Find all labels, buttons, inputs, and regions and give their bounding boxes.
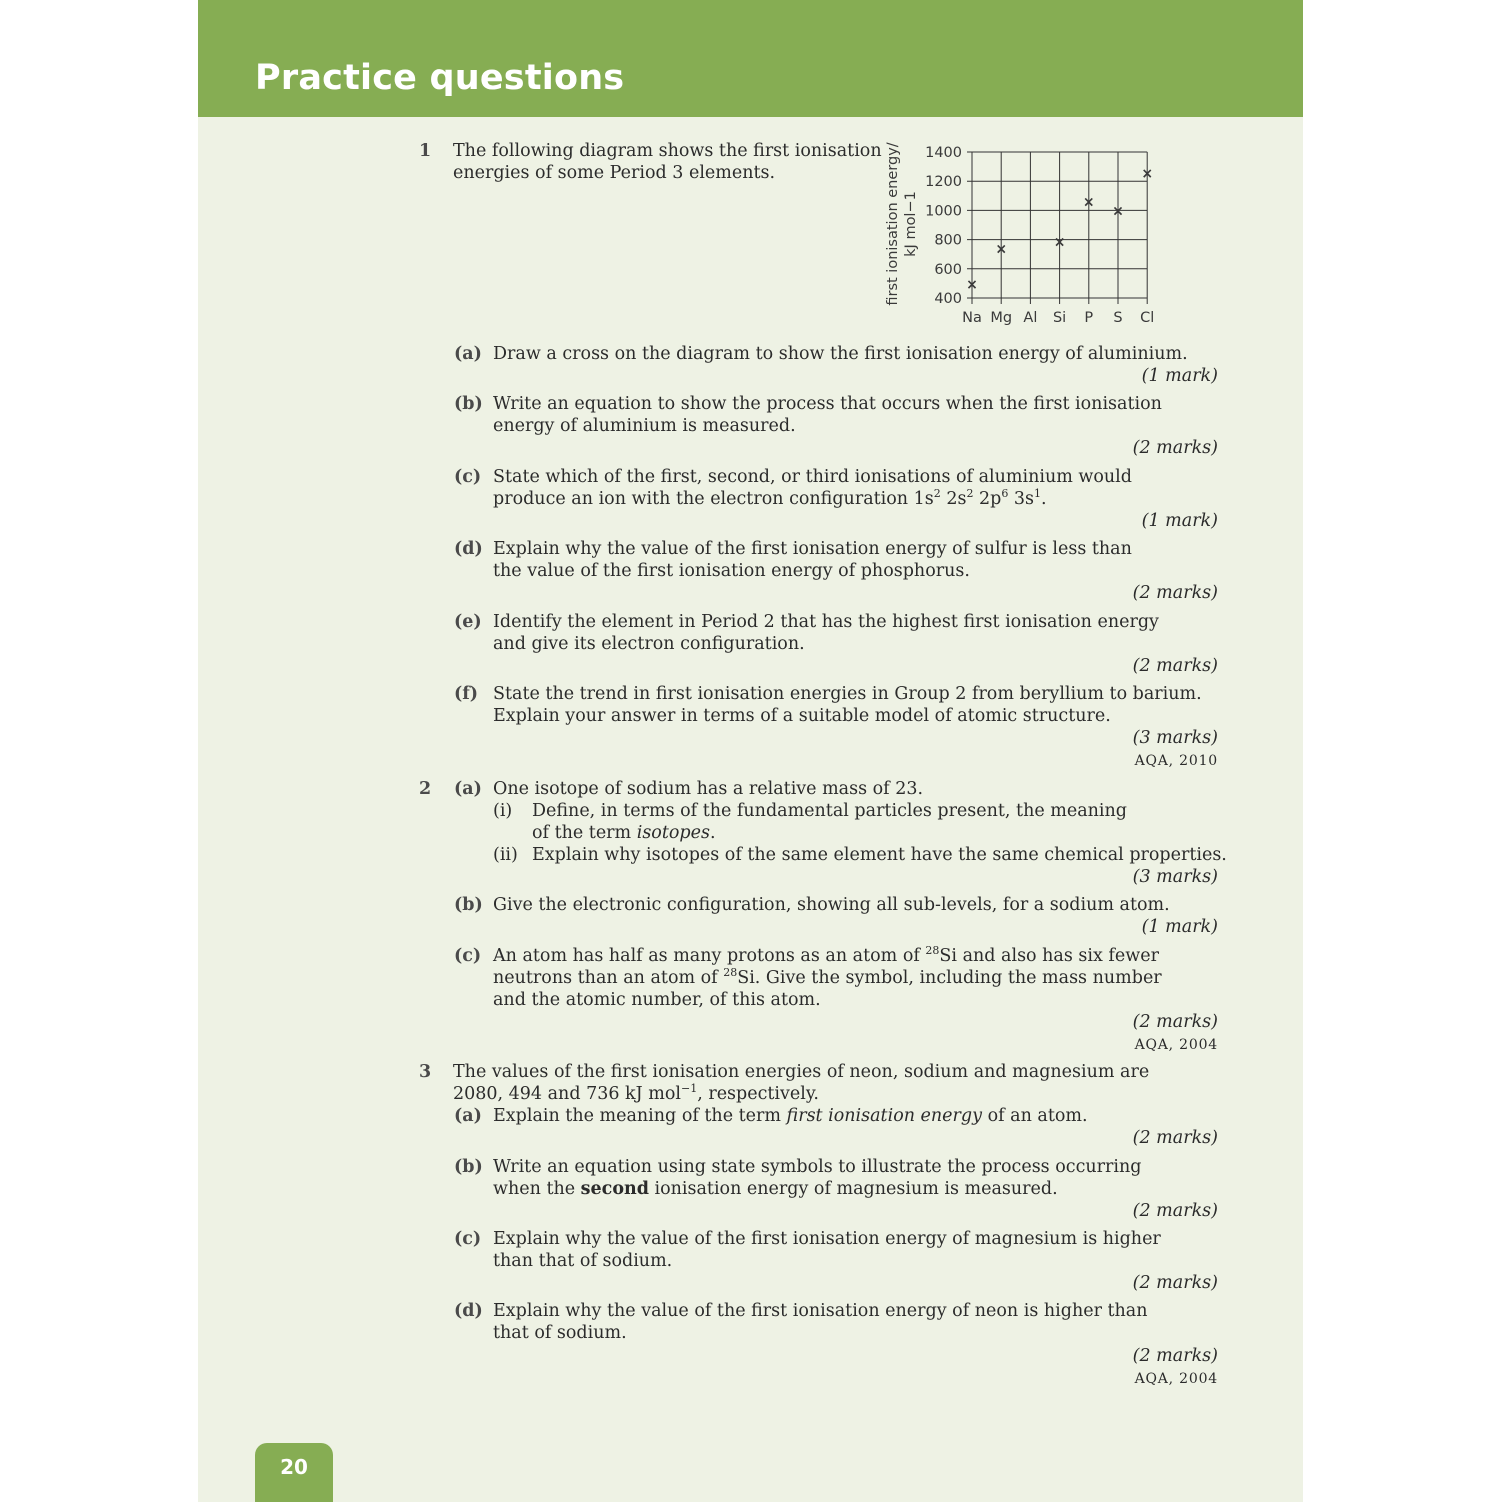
data-point-marker: × [1053,234,1066,251]
part-text: Explain why the value of the first ionisation energy of sulfur is less than [493,539,1132,559]
x-tick-label: Al [1023,310,1038,326]
question-text: energies of some Period 3 elements. [453,163,776,183]
part-text: Explain the meaning of the term first ionisation energy of an atom. [493,1106,1088,1126]
y-tick-label: 800 [934,232,962,249]
ionisation-energy-chart [878,138,1168,333]
part-text: Explain your answer in terms of a suitable model of atomic structure. [493,706,1111,726]
x-tick-label: Mg [990,310,1013,326]
source-label: AQA, 2010 [1134,753,1218,769]
part-text: when the second ionisation energy of magnesium is measured. [493,1179,1058,1199]
part-label: (d) [454,539,483,559]
x-tick-label: Na [962,310,982,326]
page-title: Practice questions [255,58,625,98]
part-label: (b) [454,394,483,414]
marks-label: (1 mark) [1141,511,1218,531]
subpart-text: Explain why isotopes of the same element have the same chemical properties. [532,845,1227,865]
question-text: 2080, 494 and 736 kJ mol$^{-1}$, respectively. [453,1082,819,1104]
part-text: Explain why the value of the first ionisation energy of neon is higher than [493,1301,1148,1321]
marks-label: (2 marks) [1132,1346,1218,1366]
source-label: AQA, 2004 [1134,1371,1218,1387]
part-text: the value of the first ionisation energy of phosphorus. [493,561,970,581]
marks-label: (2 marks) [1132,1128,1218,1148]
x-tick-label: P [1084,310,1094,326]
y-tick-label: 1200 [925,174,962,191]
marks-label: (2 marks) [1132,1012,1218,1032]
data-point-marker: × [1082,194,1095,211]
marks-label: (2 marks) [1132,438,1218,458]
part-label: (d) [454,1301,483,1321]
data-point-marker: × [995,241,1008,258]
x-tick-label: Si [1052,310,1067,326]
part-text: Explain why the value of the first ionisation energy of magnesium is higher [493,1229,1161,1249]
marks-label: (2 marks) [1132,583,1218,603]
part-text: than that of sodium. [493,1251,673,1271]
part-text: One isotope of sodium has a relative mass of 23. [493,779,924,799]
marks-label: (3 marks) [1132,867,1218,887]
header-banner [198,0,1303,117]
part-text: and the atomic number, of this atom. [493,990,821,1010]
question-number: 3 [419,1062,432,1082]
part-text: Identify the element in Period 2 that has the highest first ionisation energy [493,612,1159,632]
part-label: (a) [454,779,482,799]
data-point-marker: × [1112,203,1124,220]
marks-label: (2 marks) [1132,656,1218,676]
part-text: that of sodium. [493,1323,627,1343]
part-text: Write an equation to show the process that occurs when the first ionisation [493,394,1162,414]
part-text: State the trend in first ionisation energies in Group 2 from beryllium to barium. [493,684,1202,704]
question-text: The values of the first ionisation energies of neon, sodium and magnesium are [453,1062,1150,1082]
data-point-marker: × [1141,166,1154,183]
y-tick-labels [925,145,962,307]
question-text: The following diagram shows the first ionisation [453,141,882,161]
part-text: Give the electronic configuration, showing all sub-levels, for a sodium atom. [493,895,1170,915]
subpart-label: (i) [493,801,513,821]
part-label: (e) [454,612,482,632]
part-text: neutrons than an atom of $^{28}$Si. Give the symbol, including the mass number [493,966,1162,988]
part-label: (c) [454,1229,482,1249]
part-text: Draw a cross on the diagram to show the first ionisation energy of aluminium. [493,344,1188,364]
subpart-text: of the term isotopes. [532,823,716,843]
x-tick-label: S [1113,310,1123,326]
y-axis-label: first ionisation energy/ [885,142,901,306]
part-text: produce an ion with the electron configuration $1s^2$ $2s^2$ $2p^6$ $3s^1$. [493,487,1047,509]
part-label: (c) [454,467,482,487]
x-tick-label: Cl [1140,310,1155,326]
question-number: 2 [419,779,432,799]
chart-grid [967,152,1147,304]
source-label: AQA, 2004 [1134,1037,1218,1053]
marks-label: (2 marks) [1132,1201,1218,1221]
x-tick-labels [962,310,1154,326]
part-label: (a) [454,344,482,364]
y-axis-label: kJ mol−1 [903,191,919,257]
part-label: (c) [454,946,482,966]
page-number: 20 [255,1443,333,1502]
subpart-label: (ii) [493,845,518,865]
question-number: 1 [419,141,432,161]
part-text: An atom has half as many protons as an atom of $^{28}$Si and also has six fewer [493,944,1159,966]
part-text: energy of aluminium is measured. [493,416,796,436]
part-label: (a) [454,1106,482,1126]
y-tick-label: 1400 [925,145,962,161]
part-label: (b) [454,895,483,915]
marks-label: (1 mark) [1141,366,1218,386]
y-tick-label: 600 [934,261,962,278]
part-text: and give its electron configuration. [493,634,805,654]
part-text: Write an equation using state symbols to illustrate the process occurring [493,1157,1142,1177]
y-tick-label: 400 [934,291,962,307]
data-point-marker: × [966,276,978,293]
marks-label: (1 mark) [1141,917,1218,937]
part-label: (f) [454,684,479,704]
y-tick-label: 1000 [925,203,962,220]
part-label: (b) [454,1157,483,1177]
subpart-text: Define, in terms of the fundamental particles present, the meaning [532,801,1127,821]
marks-label: (2 marks) [1132,1273,1218,1293]
part-text: State which of the first, second, or third ionisations of aluminium would [493,467,1132,487]
marks-label: (3 marks) [1132,728,1218,748]
